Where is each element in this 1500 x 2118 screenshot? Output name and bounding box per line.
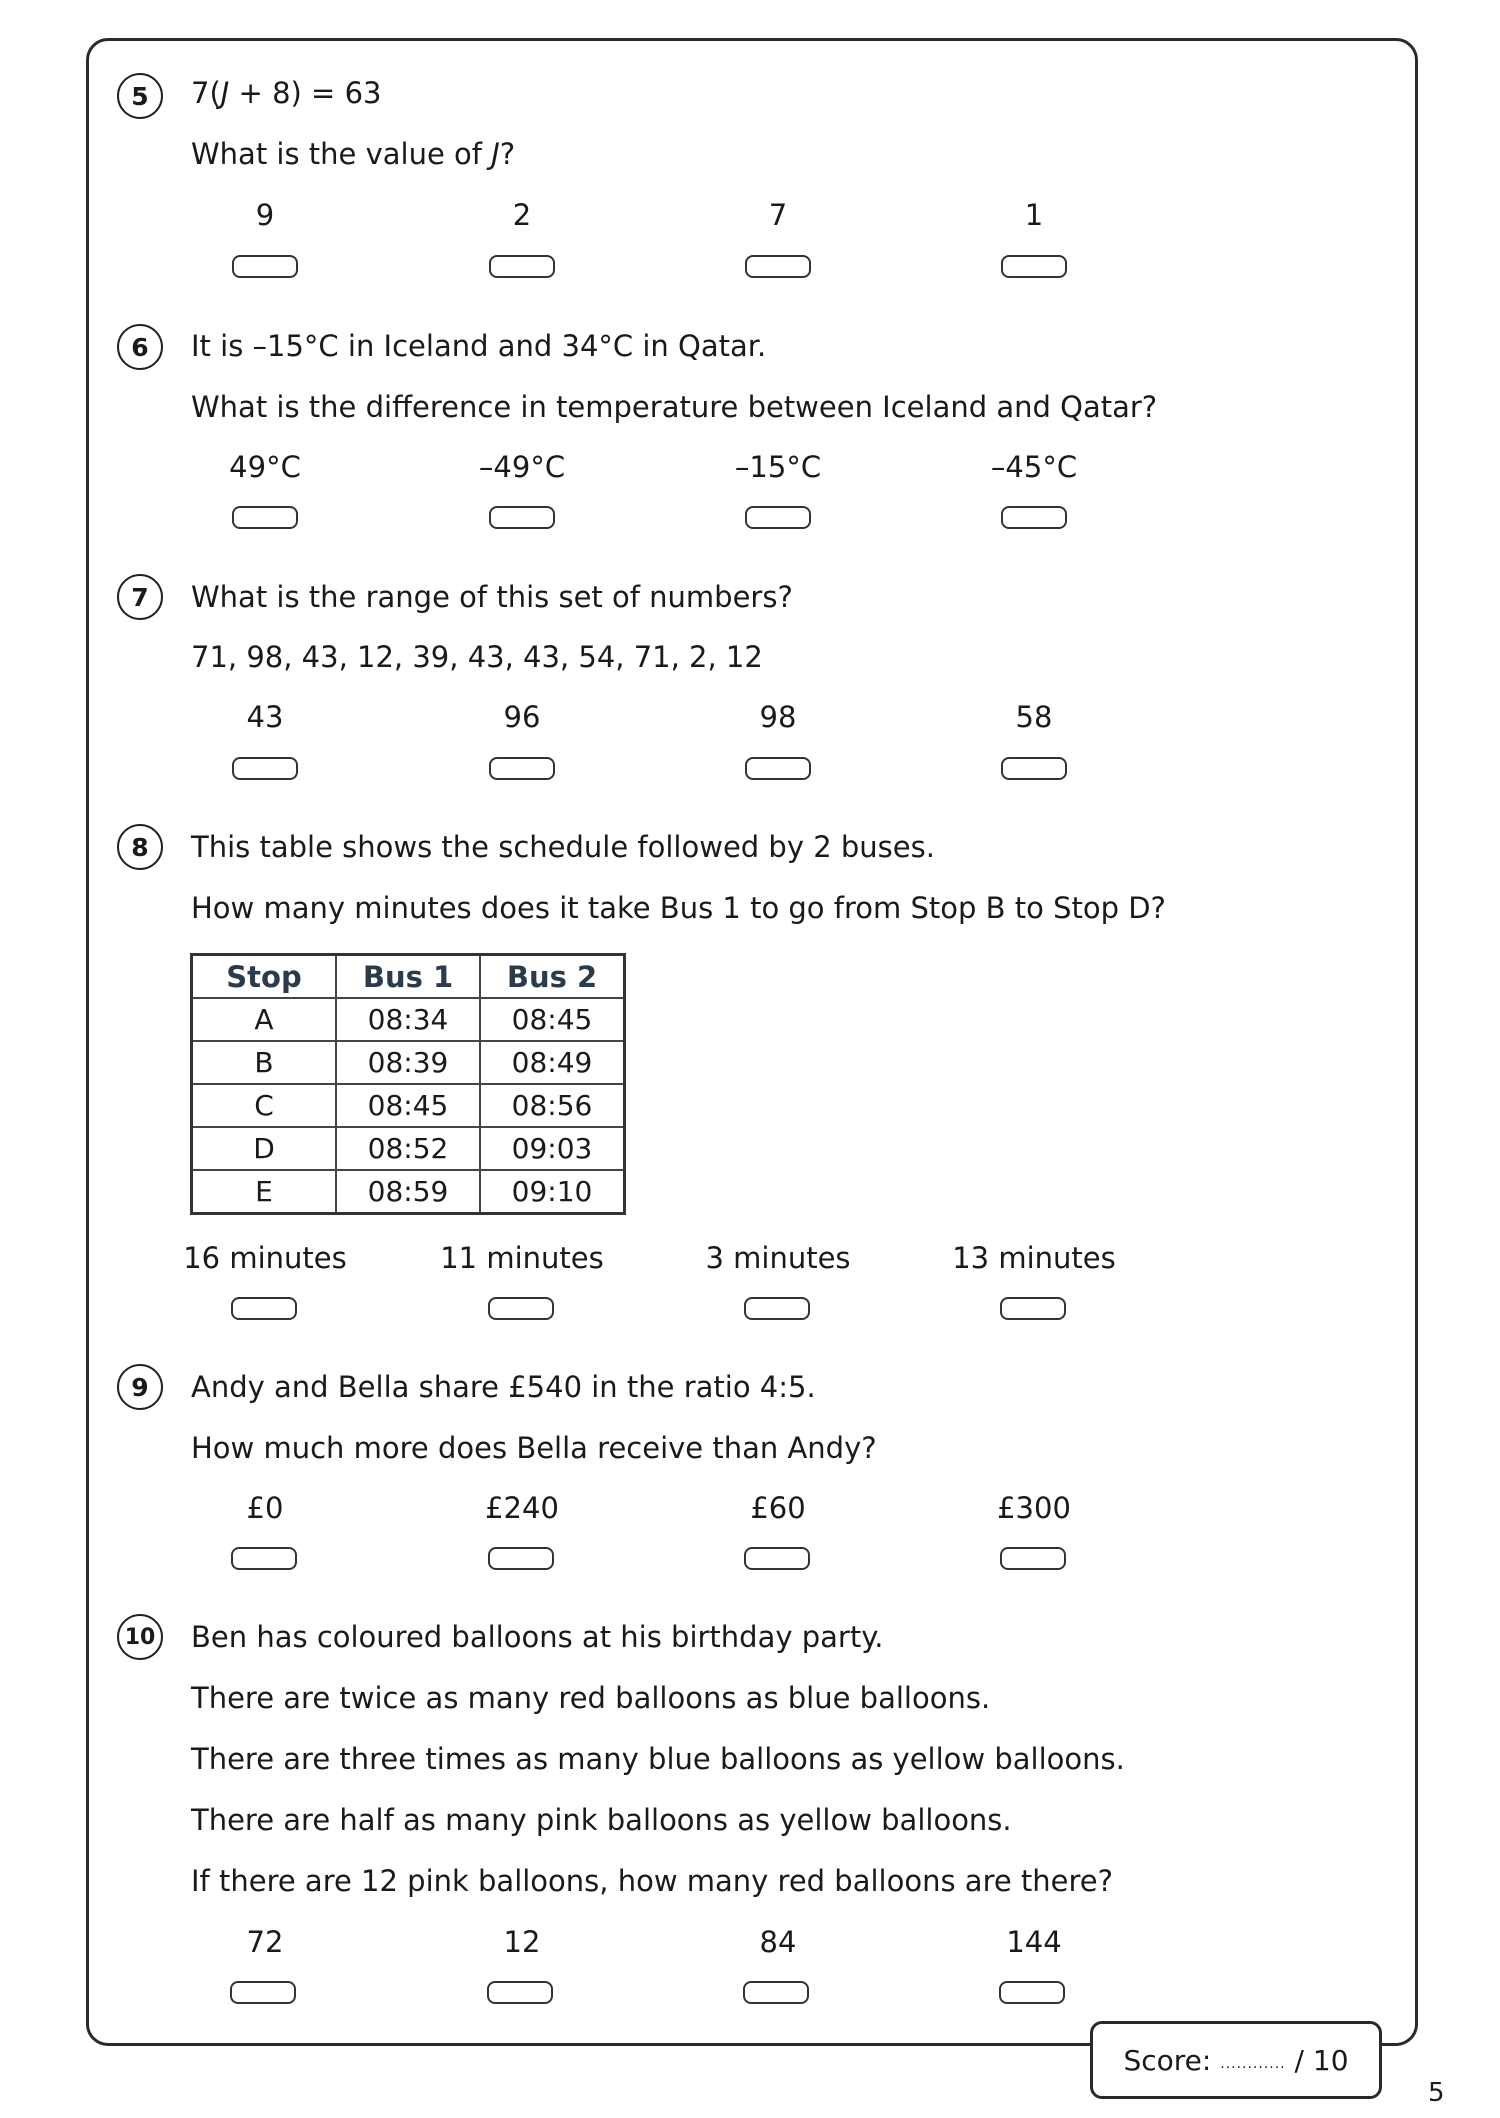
time-cell: 08:49 — [480, 1041, 625, 1084]
answer-checkbox[interactable] — [1001, 757, 1067, 780]
question-number-badge: 9 — [117, 1364, 163, 1410]
question-text: Ben has coloured balloons at his birthday party. — [191, 1620, 884, 1654]
table-row — [192, 1127, 625, 1170]
option-label: 43 — [246, 700, 284, 734]
answer-checkbox[interactable] — [1000, 1297, 1066, 1320]
answer-checkbox[interactable] — [745, 757, 811, 780]
answer-checkbox[interactable] — [488, 1547, 554, 1570]
time-cell: 08:45 — [480, 998, 625, 1041]
option-label: 13 minutes — [952, 1241, 1116, 1275]
stop-cell: B — [192, 1041, 337, 1084]
question-prompt: What is the value of J? — [191, 137, 516, 171]
question-prompt: What is the range of this set of numbers? — [191, 580, 793, 614]
option-label: 144 — [1006, 1925, 1062, 1959]
question-number-badge: 8 — [117, 824, 163, 870]
option-label: 98 — [759, 700, 797, 734]
table-row — [192, 1084, 625, 1127]
table-row — [192, 1170, 625, 1214]
bus-schedule-table — [190, 953, 626, 1215]
question-text: This table shows the schedule followed by 2 buses. — [191, 830, 935, 864]
option-label: 9 — [255, 198, 275, 232]
question-text: There are half as many pink balloons as yellow balloons. — [191, 1803, 1012, 1837]
question-prompt: How many minutes does it take Bus 1 to go from Stop B to Stop D? — [191, 891, 1166, 925]
option-label: 2 — [512, 198, 532, 232]
answer-checkbox[interactable] — [744, 1547, 810, 1570]
answer-checkbox[interactable] — [231, 1297, 297, 1320]
question-number-badge: 5 — [117, 73, 163, 119]
score-total: / 10 — [1294, 2043, 1349, 2077]
question-text: There are three times as many blue balloons as yellow balloons. — [191, 1742, 1125, 1776]
answer-checkbox[interactable] — [489, 506, 555, 529]
answer-checkbox[interactable] — [232, 255, 298, 278]
question-prompt: If there are 12 pink balloons, how many red balloons are there? — [191, 1864, 1114, 1898]
answer-checkbox[interactable] — [1001, 506, 1067, 529]
question-text: Andy and Bella share £540 in the ratio 4:5. — [191, 1370, 816, 1404]
question-number-badge: 6 — [117, 324, 163, 370]
option-label: £300 — [997, 1491, 1071, 1525]
option-label: 49°C — [229, 450, 301, 484]
answer-checkbox[interactable] — [487, 1981, 553, 2004]
time-cell: 08:56 — [480, 1084, 625, 1127]
page-number: 5 — [1428, 2078, 1445, 2108]
question-number-badge: 7 — [117, 574, 163, 620]
answer-checkbox[interactable] — [489, 757, 555, 780]
option-label: £240 — [485, 1491, 559, 1525]
option-label: 58 — [1015, 700, 1053, 734]
option-label: £60 — [750, 1491, 806, 1525]
answer-checkbox[interactable] — [230, 1981, 296, 2004]
answer-checkbox[interactable] — [1001, 255, 1067, 278]
column-header-bus-1: Bus 1 — [336, 955, 480, 999]
time-cell: 08:34 — [336, 998, 480, 1041]
option-label: 11 minutes — [440, 1241, 604, 1275]
answer-checkbox[interactable] — [1000, 1547, 1066, 1570]
number-set: 71, 98, 43, 12, 39, 43, 43, 54, 71, 2, 12 — [191, 640, 763, 674]
option-label: 12 — [503, 1925, 541, 1959]
option-label: –49°C — [478, 450, 566, 484]
stop-cell: D — [192, 1127, 337, 1170]
answer-checkbox[interactable] — [999, 1981, 1065, 2004]
option-label: –45°C — [990, 450, 1078, 484]
answer-checkbox[interactable] — [232, 506, 298, 529]
answer-checkbox[interactable] — [489, 255, 555, 278]
score-label: Score: — [1123, 2043, 1212, 2077]
question-equation: 7(J + 8) = 63 — [191, 76, 382, 110]
stop-cell: A — [192, 998, 337, 1041]
table-row — [192, 1041, 625, 1084]
score-blank[interactable]: ............ — [1220, 2056, 1286, 2072]
question-prompt: What is the difference in temperature between Iceland and Qatar? — [191, 390, 1158, 424]
column-header-bus-2: Bus 2 — [480, 955, 625, 999]
question-text: There are twice as many red balloons as blue balloons. — [191, 1681, 991, 1715]
stop-cell: C — [192, 1084, 337, 1127]
question-text: It is –15°C in Iceland and 34°C in Qatar. — [191, 329, 767, 363]
time-cell: 08:39 — [336, 1041, 480, 1084]
answer-checkbox[interactable] — [743, 1981, 809, 2004]
option-label: 7 — [768, 198, 788, 232]
answer-checkbox[interactable] — [488, 1297, 554, 1320]
time-cell: 08:52 — [336, 1127, 480, 1170]
option-label: 84 — [759, 1925, 797, 1959]
question-prompt: How much more does Bella receive than Andy? — [191, 1431, 877, 1465]
answer-checkbox[interactable] — [745, 506, 811, 529]
column-header-stop: Stop — [192, 955, 337, 999]
stop-cell: E — [192, 1170, 337, 1214]
answer-checkbox[interactable] — [745, 255, 811, 278]
option-label: –15°C — [734, 450, 822, 484]
option-label: £0 — [246, 1491, 284, 1525]
option-label: 1 — [1024, 198, 1044, 232]
table-header-row — [192, 955, 625, 999]
question-number-badge: 10 — [117, 1614, 163, 1660]
answer-checkbox[interactable] — [744, 1297, 810, 1320]
option-label: 96 — [503, 700, 541, 734]
time-cell: 08:59 — [336, 1170, 480, 1214]
option-label: 3 minutes — [705, 1241, 851, 1275]
option-label: 72 — [246, 1925, 284, 1959]
table-row — [192, 998, 625, 1041]
option-label: 16 minutes — [183, 1241, 347, 1275]
time-cell: 09:10 — [480, 1170, 625, 1214]
answer-checkbox[interactable] — [231, 1547, 297, 1570]
answer-checkbox[interactable] — [232, 757, 298, 780]
score-box — [1090, 2021, 1382, 2099]
time-cell: 08:45 — [336, 1084, 480, 1127]
time-cell: 09:03 — [480, 1127, 625, 1170]
